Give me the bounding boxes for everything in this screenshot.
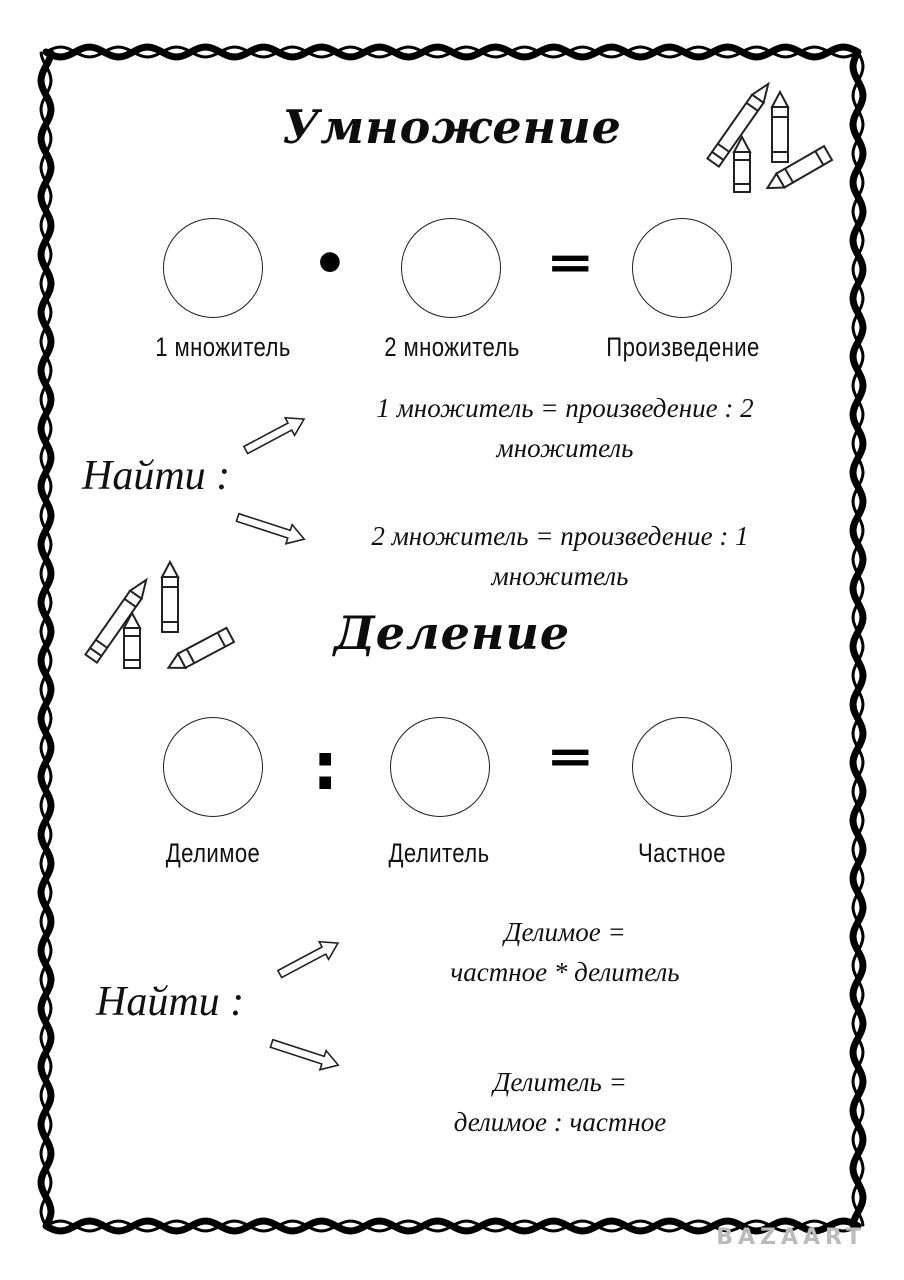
formula-line: Делимое = bbox=[504, 917, 626, 947]
label-dividend: Делимое bbox=[165, 838, 261, 868]
label-divisor: Делитель bbox=[388, 838, 490, 868]
arrow-right-icon bbox=[230, 506, 310, 550]
section-title-multiplication: Умножение bbox=[282, 100, 622, 154]
dividend-circle bbox=[163, 717, 263, 817]
divide-operator: : bbox=[312, 728, 339, 805]
equals-sign: = bbox=[546, 728, 595, 784]
multiply-operator: • bbox=[312, 232, 348, 297]
arrow-right-icon bbox=[270, 936, 346, 982]
product-circle bbox=[632, 218, 732, 318]
formula-line: Делитель = bbox=[493, 1067, 627, 1097]
formula-line: 1 множитель = произведение : 2 bbox=[376, 393, 754, 423]
formula-line: 2 множитель = произведение : 1 bbox=[371, 521, 749, 551]
formula-line: частное * делитель bbox=[450, 957, 680, 987]
formula-find-divisor bbox=[395, 1062, 725, 1142]
label-factor2: 2 множитель bbox=[384, 332, 520, 362]
label-product: Произведение bbox=[606, 332, 760, 362]
formula-find-factor2 bbox=[300, 516, 820, 596]
quotient-circle bbox=[632, 717, 732, 817]
divisor-circle bbox=[390, 717, 490, 817]
arrow-right-icon bbox=[236, 412, 312, 458]
formula-line: делимое : частное bbox=[453, 1107, 667, 1137]
find-label-division: Найти : bbox=[96, 979, 245, 1025]
arrow-right-icon bbox=[264, 1032, 344, 1076]
formula-line: множитель bbox=[496, 433, 634, 463]
section-title-division: Деление bbox=[333, 606, 571, 660]
formula-find-factor1 bbox=[305, 388, 825, 468]
equals-sign: = bbox=[546, 234, 595, 290]
formula-find-dividend bbox=[400, 912, 730, 992]
factor2-circle bbox=[401, 218, 501, 318]
label-factor1: 1 множитель bbox=[155, 332, 291, 362]
watermark: BAZAART bbox=[716, 1225, 866, 1250]
factor1-circle bbox=[163, 218, 263, 318]
find-label-multiplication: Найти : bbox=[82, 453, 231, 499]
formula-line: множитель bbox=[491, 561, 629, 591]
label-quotient: Частное bbox=[637, 838, 726, 868]
